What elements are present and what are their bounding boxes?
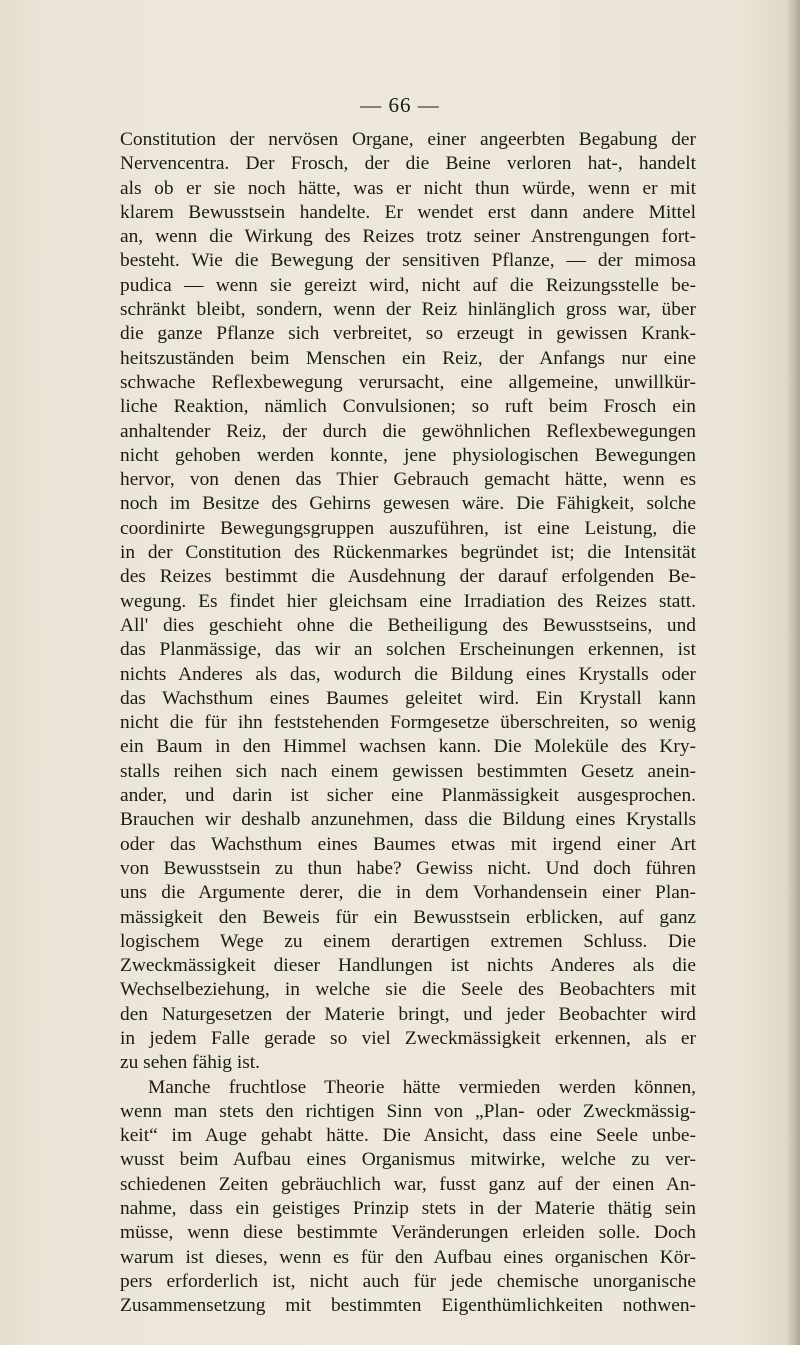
text-line: anhaltender Reiz, der durch die gewöhnlichen Reflexbewegungen bbox=[120, 420, 696, 442]
text-line: logischem Wege zu einem derartigen extremen Schluss. Die bbox=[120, 930, 696, 952]
text-line: hervor, von denen das Thier Gebrauch gemacht hätte, wenn es bbox=[120, 469, 696, 491]
text-line: wenn man stets den richtigen Sinn von „Plan- oder Zweckmässig- bbox=[120, 1100, 696, 1122]
text-line: wegung. Es findet hier gleichsam eine Irradiation des Reizes statt. bbox=[120, 590, 696, 612]
text-line: nicht die für ihn feststehenden Formgesetze überschreiten, so wenig bbox=[120, 712, 696, 734]
text-line: ein Baum in den Himmel wachsen kann. Die Moleküle des Kry- bbox=[120, 736, 696, 758]
paragraph-start-line: Manche fruchtlose Theorie hätte vermieden werden können, bbox=[148, 1076, 696, 1098]
text-line: coordinirte Bewegungsgruppen auszuführen, ist eine Leistung, die bbox=[120, 517, 696, 539]
text-line: das Wachsthum eines Baumes geleitet wird. Ein Krystall kann bbox=[120, 687, 696, 709]
text-line: in jedem Falle gerade so viel Zweckmässigkeit erkennen, als er bbox=[120, 1027, 696, 1049]
text-line: den Naturgesetzen der Materie bringt, und jeder Beobachter wird bbox=[120, 1003, 696, 1025]
text-line: müsse, wenn diese bestimmte Veränderungen erleiden solle. Doch bbox=[120, 1222, 696, 1244]
text-line: Brauchen wir deshalb anzunehmen, dass die Bildung eines Krystalls bbox=[120, 809, 696, 831]
text-line: die ganze Pflanze sich verbreitet, so erzeugt in gewissen Krank- bbox=[120, 323, 696, 345]
text-line: warum ist dieses, wenn es für den Aufbau eines organischen Kör- bbox=[120, 1246, 696, 1268]
text-line: All' dies geschieht ohne die Betheiligung des Bewusstseins, und bbox=[120, 614, 696, 636]
text-line: Wechselbeziehung, in welche sie die Seele des Beobachters mit bbox=[120, 979, 696, 1001]
text-line: an, wenn die Wirkung des Reizes trotz seiner Anstrengungen fort- bbox=[120, 226, 696, 248]
text-line: des Reizes bestimmt die Ausdehnung der darauf erfolgenden Be- bbox=[120, 566, 696, 588]
text-line: Constitution der nervösen Organe, einer angeerbten Begabung der bbox=[120, 129, 696, 150]
text-line: von Bewusstsein zu thun habe? Gewiss nicht. Und doch führen bbox=[120, 857, 696, 879]
page-edge-shadow bbox=[786, 0, 800, 1345]
text-line: besteht. Wie die Bewegung der sensitiven Pflanze, — der mimosa bbox=[120, 250, 696, 272]
text-line: heitszuständen beim Menschen ein Reiz, der Anfangs nur eine bbox=[120, 347, 696, 369]
page-number: — 66 — bbox=[360, 93, 440, 117]
text-line: noch im Besitze des Gehirns gewesen wäre. Die Fähigkeit, solche bbox=[120, 493, 696, 515]
text-line: wusst beim Aufbau eines Organismus mitwirke, welche zu ver- bbox=[120, 1149, 696, 1171]
text-line: nahme, dass ein geistiges Prinzip stets in der Materie thätig sein bbox=[120, 1198, 696, 1220]
text-line: Nervencentra. Der Frosch, der die Beine verloren hat-, handelt bbox=[120, 153, 696, 175]
text-line: keit“ im Auge gehabt hätte. Die Ansicht, dass eine Seele unbe- bbox=[120, 1125, 696, 1147]
text-line: oder das Wachsthum eines Baumes etwas mit irgend einer Art bbox=[120, 833, 696, 855]
text-line: klarem Bewusstsein handelte. Er wendet erst dann andere Mittel bbox=[120, 201, 696, 223]
text-line: Zusammensetzung mit bestimmten Eigenthümlichkeiten nothwen- bbox=[120, 1295, 696, 1317]
paragraph-end-line: zu sehen fähig ist. bbox=[120, 1052, 261, 1074]
text-line: Zweckmässigkeit dieser Handlungen ist nichts Anderes als die bbox=[120, 955, 696, 977]
text-line: nicht gehoben werden konnte, jene physiologischen Bewegungen bbox=[120, 444, 696, 466]
text-line: ander, und darin ist sicher eine Planmässigkeit ausgesprochen. bbox=[120, 785, 696, 807]
text-line: schiedenen Zeiten gebräuchlich war, fusst ganz auf der einen An- bbox=[120, 1173, 696, 1195]
text-line: das Planmässige, das wir an solchen Erscheinungen erkennen, ist bbox=[120, 639, 696, 661]
text-line: pudica — wenn sie gereizt wird, nicht auf die Reizungsstelle be- bbox=[120, 274, 696, 296]
text-line: liche Reaktion, nämlich Convulsionen; so ruft beim Frosch ein bbox=[120, 396, 696, 418]
text-line: schränkt bleibt, sondern, wenn der Reiz hinlänglich gross war, über bbox=[120, 299, 696, 321]
text-line: pers erforderlich ist, nicht auch für jede chemische unorganische bbox=[120, 1270, 696, 1292]
text-line: nichts Anderes als das, wodurch die Bildung eines Krystalls oder bbox=[120, 663, 696, 685]
text-line: als ob er sie noch hätte, was er nicht thun würde, wenn er mit bbox=[120, 177, 696, 199]
body-text bbox=[120, 128, 696, 1319]
text-line: in der Constitution des Rückenmarkes begründet ist; die Intensität bbox=[120, 542, 696, 564]
text-line: uns die Argumente derer, die in dem Vorhandensein einer Plan- bbox=[120, 882, 696, 904]
text-line: stalls reihen sich nach einem gewissen bestimmten Gesetz anein- bbox=[120, 760, 696, 782]
text-line: schwache Reflexbewegung verursacht, eine allgemeine, unwillkür- bbox=[120, 371, 696, 393]
text-line: mässigkeit den Beweis für ein Bewusstsein erblicken, auf ganz bbox=[120, 906, 696, 928]
